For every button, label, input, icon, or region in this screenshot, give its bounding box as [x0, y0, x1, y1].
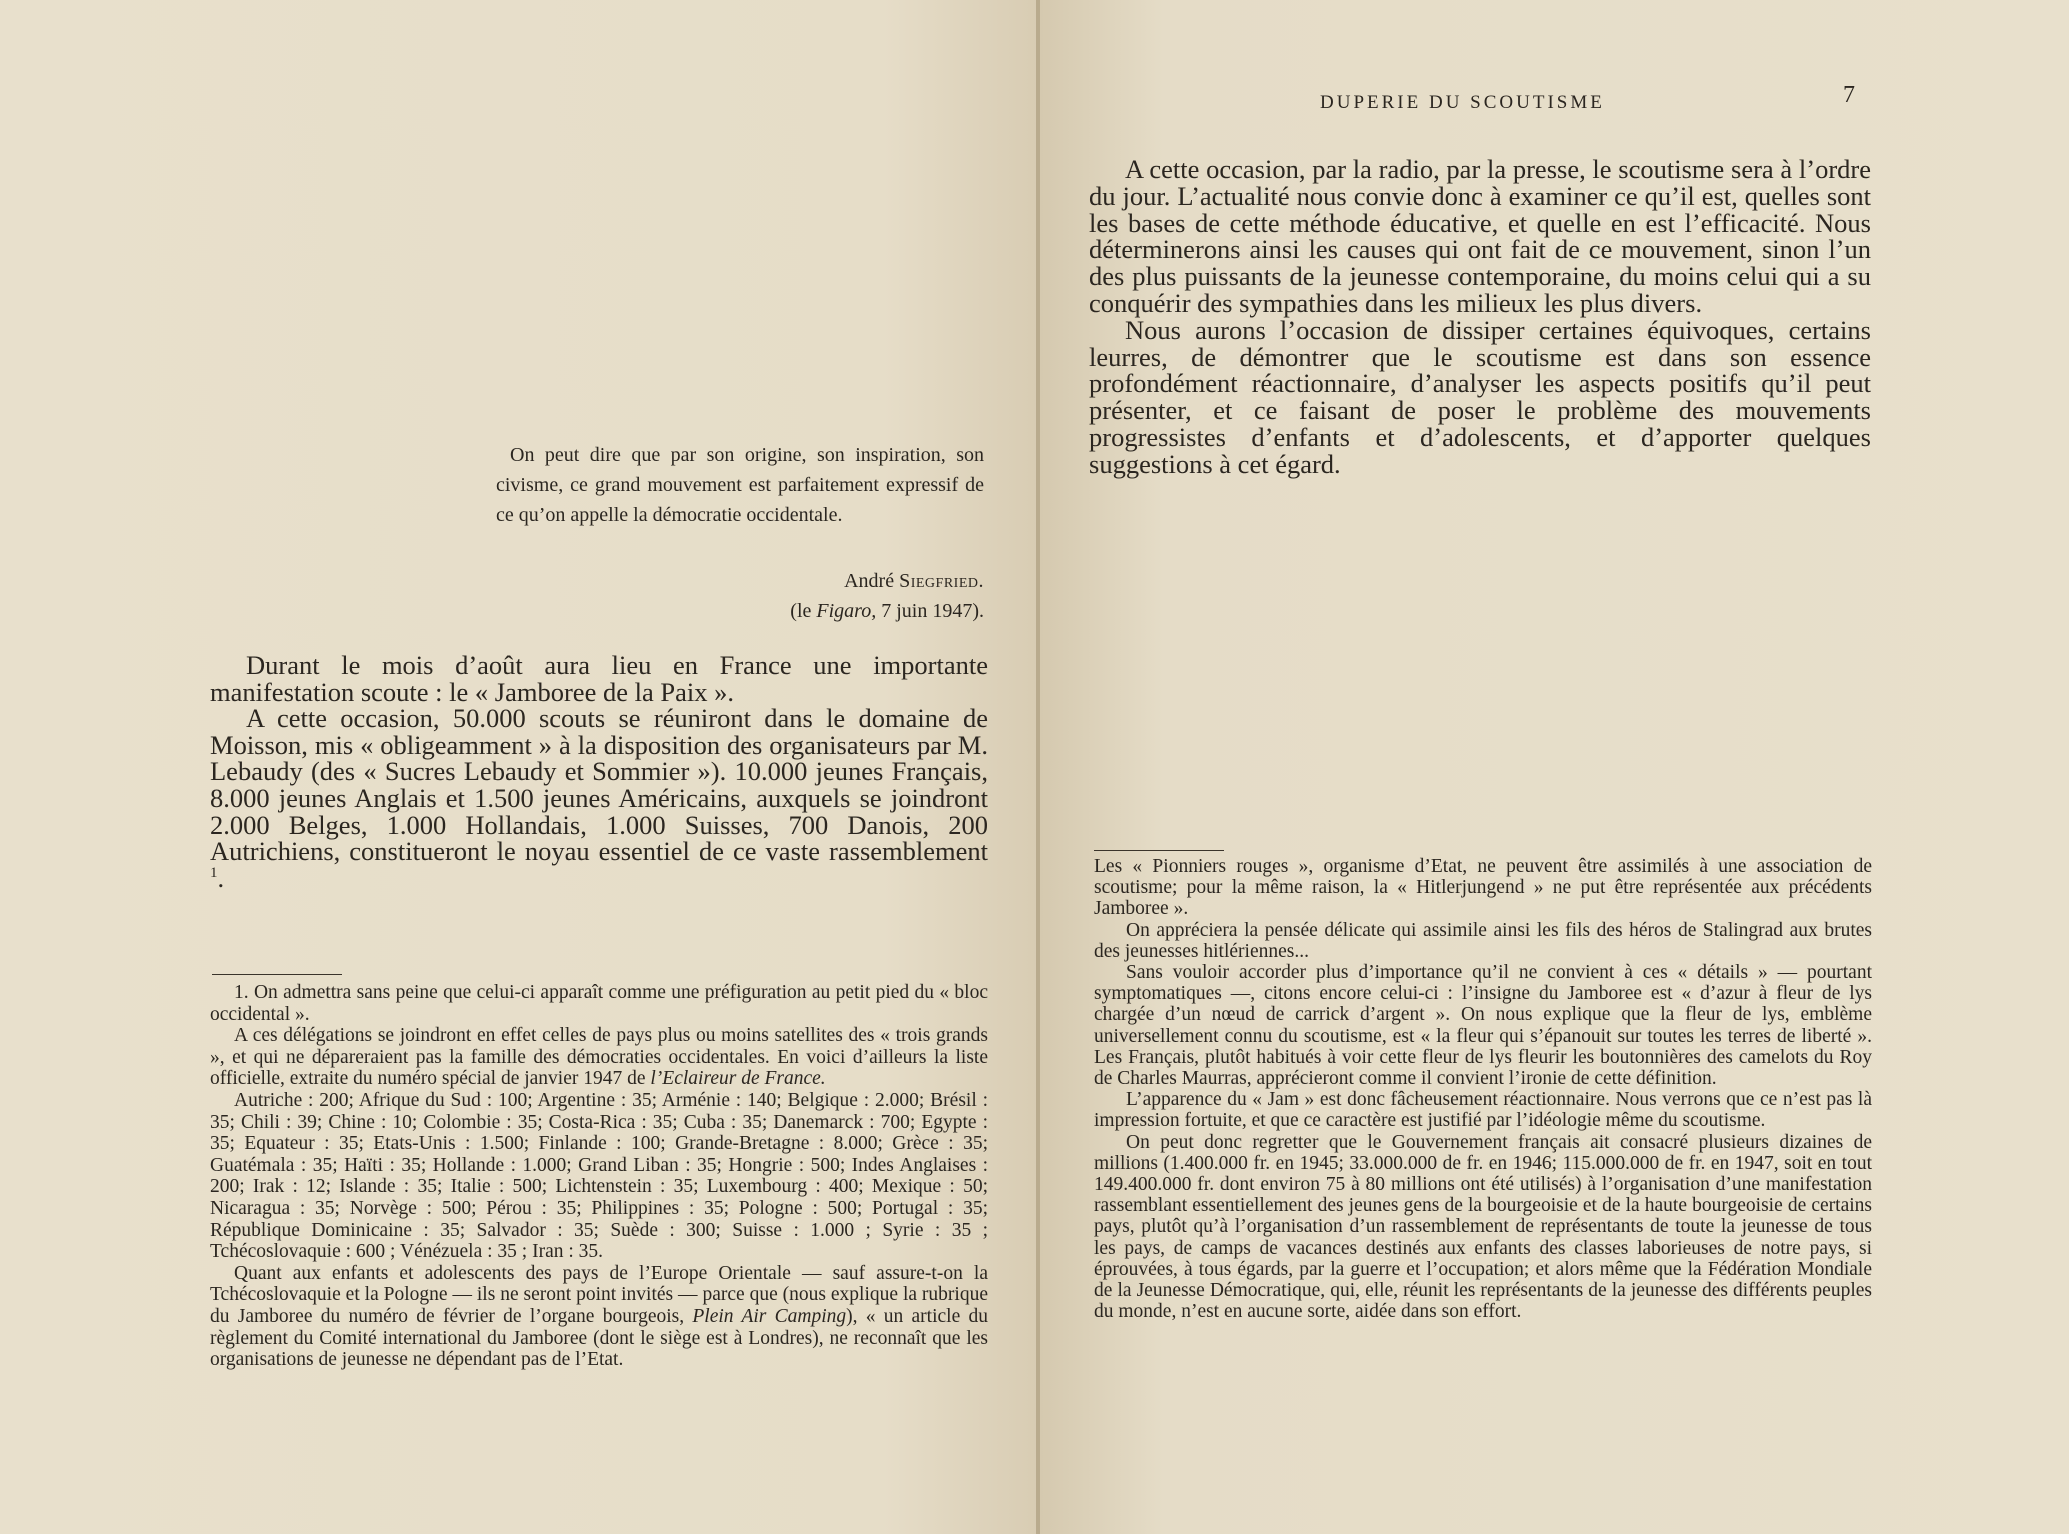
page-number: 7	[1843, 82, 1855, 108]
footnote-mark: 1	[210, 864, 218, 881]
epigraph-author: André Siegfried.	[844, 570, 984, 592]
footnote: 1. On admettra sans peine que celui-ci apparaît comme une préfiguration au petit pied du « bloc occidental ».	[210, 982, 988, 1025]
footnote-country-list: Autriche : 200; Afrique du Sud : 100; Argentine : 35; Arménie : 140; Belgique : 2.000; Brésil : 35; Chili : 39; Chine : 10; Colombie : 35; Costa-Rica : 35; Cuba : 35; Danemarck : 700; Egypte : 35; Equateur : 35; Etats-Unis : 1.500; Finlande : 100; Grande-Bretagne : 8.000; Grèce : 35; Guatémala : 35; Haïti : 35; Hollande : 1.000; Grand Liban : 35; Hongrie : 500; Indes Anglaises : 200; Irak : 12; Islande : 35; Italie : 500; Lichtenstein : 35; Luxembourg : 400; Mexique : 50; Nicaragua : 35; Norvège : 500; Pérou : 35; Philippines : 35; Pologne : 500; Portugal : 35; République Dominicaine : 35; Salvador : 35; Suède : 300; Suisse : 1.000 ; Syrie : 35 ; Tchécoslovaquie : 600 ; Vénézuela : 35 ; Iran : 35.	[210, 1089, 988, 1263]
right-page	[1040, 0, 2069, 1534]
paragraph: A cette occasion, 50.000 scouts se réuniront dans le domaine de Moisson, mis « obligeamment » à la disposition des organisateurs par M. Lebaudy (des « Sucres Lebaudy et Sommier »). 10.000 jeunes Français, 8.000 jeunes Anglais et 1.500 jeunes Américains, auxquels se joindront 2.000 Belges, 1.000 Hollandais, 1.000 Suisses, 700 Danois, 200 Autrichiens, constitueront le noyau essentiel de ce vaste rassemblement $^1$.	[210, 703, 988, 893]
footnote: On peut donc regretter que le Gouvernement français ait consacré plusieurs dizaines de millions (1.400.000 fr. en 1945; 33.000.000 de fr. en 1946; 115.000.000 de fr. en 1947, soit en tout 149.400.000 fr. dont environ 75 à 80 millions ont été utilisés) à l’organisation d’une manifestation rassemblant essentiellement des jeunes gens de la bourgeoisie et de la haute bourgeoisie de certains pays, plutôt qu’à l’organisation d’un rassemblement de représentants de toute la jeunesse de tous les pays, de camps de vacances destinés aux enfants des classes laborieuses de notre pays, si éprouvées, à tous égards, par la guerre et l’occupation; et alors même que la Fédération Mondiale de la Jeunesse Démocratique, qui, elle, réunit les représentants de la jeunesse des différents peuples du monde, n’est en aucune sorte, aidée dans son effort.	[1094, 1131, 1872, 1323]
footnote: Sans vouloir accorder plus d’importance qu’il ne convient à ces « détails » — pourtant symptomatiques —, citons encore celui-ci : l’insigne du Jamboree est « d’azur à fleur de lys chargée d’un nœud de carrick d’argent ». On nous explique que la fleur de lys, emblème universellement connu du scoutisme, est « la fleur qui s’épanouit sur toutes les terres de liberté ». Les Français, plutôt habitués à voir cette fleur de lys fleurir les boutonnières des camelots du Roy de Charles Maurras, apprécieront comme il convient l’ironie de cette définition.	[1094, 962, 1872, 1090]
left-footnotes	[210, 982, 988, 1371]
paragraph: Durant le mois d’août aura lieu en France une importante manifestation scoute : le « Jamboree de la Paix ».	[210, 650, 988, 707]
right-body-text	[1089, 156, 1871, 478]
footnote: Quant aux enfants et adolescents des pays de l’Europe Orientale — sauf assure-t-on la Tchécoslovaquie et la Pologne — ils ne seront point invités — parce que (nous explique la rubrique du Jamboree du numéro de février de l’organe bourgeois, Plein Air Camping), « un article du règlement du Comité international du Jamboree (dont le siège est à Londres), ne reconnaît que les organisations de jeunesse ne dépendant pas de l’Etat.	[210, 1262, 988, 1371]
epigraph-source: (le Figaro, 7 juin 1947).	[790, 600, 984, 622]
footnote: L’apparence du « Jam » est donc fâcheusement réactionnaire. Nous verrons que ce n’est pas là impression fortuite, et que ce caractère est justifié par l’idéologie même du scoutisme.	[1094, 1089, 1872, 1132]
footnote-rule	[1094, 850, 1224, 851]
footnote: A ces délégations se joindront en effet celles de pays plus ou moins satellites des « trois grands », et qui ne dépareraient pas la famille des démocraties occidentales. En voici d’ailleurs la liste officielle, extraite du numéro spécial de janvier 1947 de l’Eclaireur de France.	[210, 1025, 988, 1090]
epigraph	[496, 440, 984, 530]
paragraph: Nous aurons l’occasion de dissiper certaines équivoques, certains leurres, de démontrer que le scoutisme est dans son essence profondément réactionnaire, d’analyser les aspects positifs qu’il peut présenter, et ce faisant de poser le problème des mouvements progressistes d’enfants et d’adolescents, et d’apporter quelques suggestions à cet égard.	[1089, 314, 1871, 479]
running-header: DUPERIE DU SCOUTISME	[1320, 92, 1605, 113]
footnote: On appréciera la pensée délicate qui assimile ainsi les fils des héros de Stalingrad aux brutes des jeunesses hitlériennes...	[1094, 919, 1872, 962]
left-body-text	[210, 652, 988, 891]
footnote: Les « Pionniers rouges », organisme d’Etat, ne peuvent être assimilés à une association de scoutisme; pour la même raison, la « Hitlerjungend » ne put être représentée aux précédents Jamboree ».	[1094, 856, 1872, 920]
footnote-rule	[212, 974, 342, 975]
paragraph: A cette occasion, par la radio, par la presse, le scoutisme sera à l’ordre du jour. L’actualité nous convie donc à examiner ce qu’il est, quelles sont les bases de cette méthode éducative, et quelle en est l’efficacité. Nous déterminerons ainsi les causes qui ont fait de ce mouvement, sinon l’un des plus puissants de la jeunesse contemporaine, du moins celui qui a su conquérir des sympathies dans les milieux les plus divers.	[1089, 154, 1871, 318]
epigraph-quote: On peut dire que par son origine, son inspiration, son civisme, ce grand mouvement est parfaitement expressif de ce qu’on appelle la démocratie occidentale.	[496, 444, 984, 526]
epigraph-attribution	[600, 566, 984, 626]
right-footnotes	[1094, 856, 1872, 1322]
